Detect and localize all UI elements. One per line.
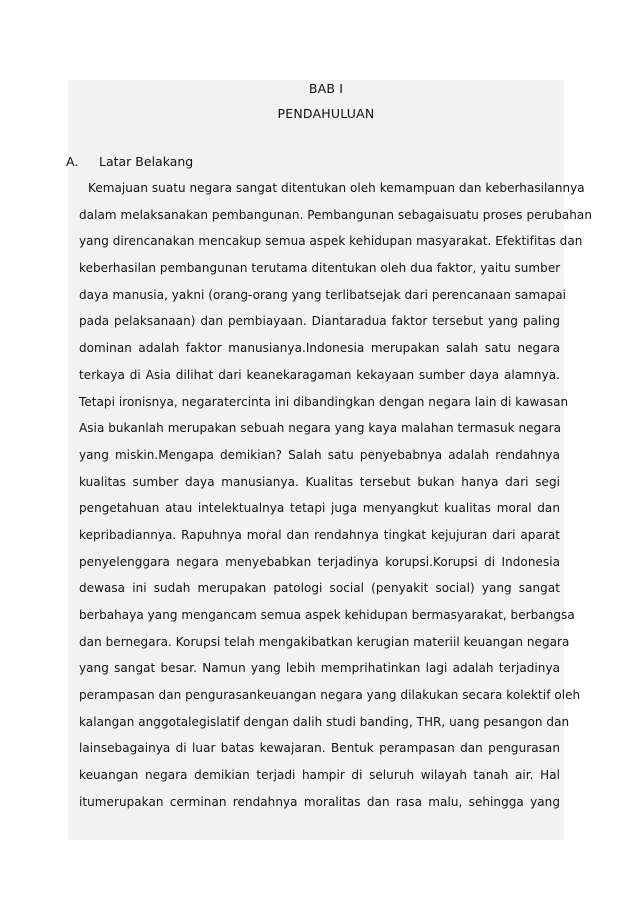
body-paragraph [79, 180, 592, 821]
paragraph-line: kepribadiannya. Rapuhnya moral dan rendahnya tingkat kejujuran dari aparat [79, 527, 560, 542]
section-title: Latar Belakang [99, 154, 194, 169]
paragraph-line: perampasan dan pengurasankeuangan negara yang dilakukan secara kolektif oleh [79, 688, 581, 703]
chapter-heading: BAB I [308, 81, 344, 96]
paragraph-line: itumerupakan cerminan rendahnya moralitas dan rasa malu, sehingga yang [79, 794, 560, 809]
paragraph-line: kualitas sumber daya manusianya. Kualitas tersebut bukan hanya dari segi [79, 474, 560, 489]
paragraph-line: dalam melaksanakan pembangunan. Pembangunan sebagaisuatu proses perubahan [79, 207, 592, 222]
paragraph-line: pengetahuan atau intelektualnya tetapi juga menyangkut kualitas moral dan [79, 501, 560, 516]
paragraph-line: yang miskin.Mengapa demikian? Salah satu penyebabnya adalah rendahnya [79, 447, 560, 462]
paragraph-line: yang sangat besar. Namun yang lebih memprihatinkan lagi adalah terjadinya [79, 661, 560, 676]
section-heading [66, 155, 193, 169]
paragraph-line: keuangan negara demikian terjadi hampir di seluruh wilayah tanah air. Hal [79, 768, 560, 783]
paragraph-line: penyelenggara negara menyebabkan terjadinya korupsi.Korupsi di Indonesia [79, 554, 560, 569]
paragraph-line: Tetapi ironisnya, negaratercinta ini dibandingkan dengan negara lain di kawasan [79, 394, 569, 409]
paragraph-line: dewasa ini sudah merupakan patologi social (penyakit social) yang sangat [79, 581, 560, 596]
paragraph-line: lainsebagainya di luar batas kewajaran. Bentuk perampasan dan pengurasan [79, 741, 560, 756]
paragraph-line: dominan adalah faktor manusianya.Indonesia merupakan salah satu negara [79, 341, 560, 356]
paragraph-line: daya manusia, yakni (orang-orang yang terlibatsejak dari perencanaan samapai [79, 287, 567, 302]
paragraph-line: berbahaya yang mengancam semua aspek kehidupan bermasyarakat, berbangsa [79, 608, 575, 622]
paragraph-line: yang direncanakan mencakup semua aspek kehidupan masyarakat. Efektifitas dan [79, 234, 583, 249]
chapter-title: PENDAHULUAN [277, 106, 375, 121]
paragraph-line: Kemajuan suatu negara sangat ditentukan oleh kemampuan dan keberhasilannya [88, 181, 585, 195]
paragraph-line: kalangan anggotalegislatif dengan dalih studi banding, THR, uang pesangon dan [79, 714, 570, 729]
paragraph-line: dan bernegara. Korupsi telah mengakibatkan kerugian materiil keuangan negara [79, 634, 570, 649]
paragraph-line: pada pelaksanaan) dan pembiayaan. Diantaradua faktor tersebut yang paling [79, 314, 560, 329]
paragraph-line: keberhasilan pembangunan terutama ditentukan oleh dua faktor, yaitu sumber [79, 261, 561, 276]
section-number: A. [66, 154, 79, 169]
paragraph-line: Asia bukanlah merupakan sebuah negara yang kaya malahan termasuk negara [79, 421, 562, 436]
paragraph-line: terkaya di Asia dilihat dari keanekaragaman kekayaan sumber daya alamnya. [79, 367, 560, 382]
